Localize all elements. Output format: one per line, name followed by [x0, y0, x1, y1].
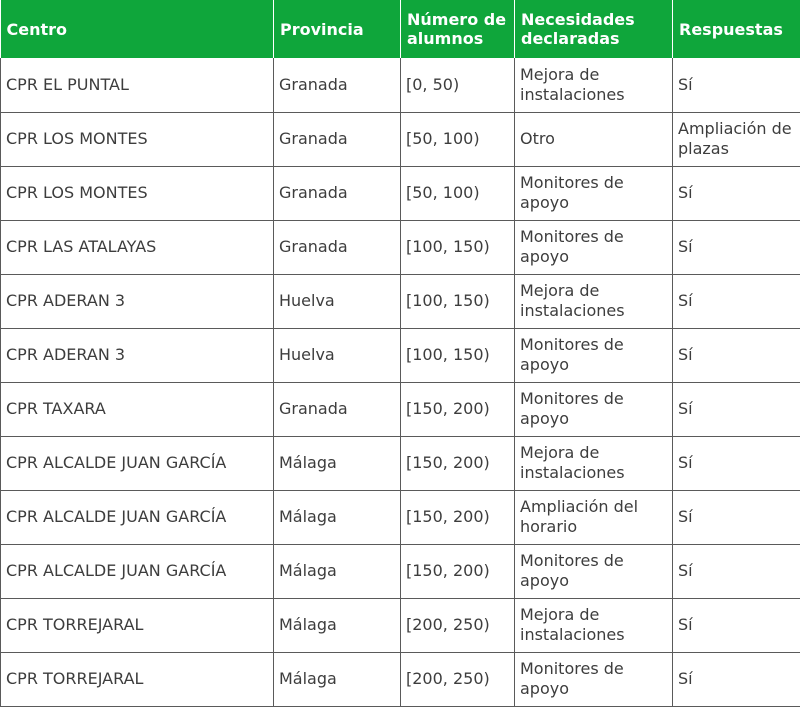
table-row: [1, 382, 800, 436]
provincia-cell: Málaga: [274, 598, 401, 652]
centro-cell: CPR LAS ATALAYAS: [1, 220, 274, 274]
necesidades-cell: Monitores de apoyo: [515, 652, 673, 706]
provincia-cell: Granada: [274, 382, 401, 436]
respuestas-cell: Sí: [673, 58, 800, 112]
necesidades-cell: Monitores de apoyo: [515, 166, 673, 220]
table-body: [1, 58, 800, 706]
table-row: [1, 436, 800, 490]
alumnos-cell: [150, 200): [401, 382, 515, 436]
necesidades-cell: Mejora de instalaciones: [515, 436, 673, 490]
necesidades-cell: Mejora de instalaciones: [515, 598, 673, 652]
necesidades-cell: Ampliación del horario: [515, 490, 673, 544]
alumnos-cell: [0, 50): [401, 58, 515, 112]
centro-cell: CPR TORREJARAL: [1, 598, 274, 652]
centro-cell: CPR LOS MONTES: [1, 112, 274, 166]
centro-cell: CPR TORREJARAL: [1, 652, 274, 706]
centro-cell: CPR ALCALDE JUAN GARCÍA: [1, 544, 274, 598]
alumnos-cell: [50, 100): [401, 166, 515, 220]
respuestas-cell: Sí: [673, 544, 800, 598]
provincia-cell: Málaga: [274, 652, 401, 706]
centro-cell: CPR EL PUNTAL: [1, 58, 274, 112]
respuestas-cell: Sí: [673, 274, 800, 328]
header-centro: Centro: [1, 0, 274, 58]
table-row: [1, 220, 800, 274]
centro-cell: CPR LOS MONTES: [1, 166, 274, 220]
provincia-cell: Granada: [274, 166, 401, 220]
respuestas-cell: Sí: [673, 382, 800, 436]
necesidades-cell: Monitores de apoyo: [515, 328, 673, 382]
centro-cell: CPR ALCALDE JUAN GARCÍA: [1, 436, 274, 490]
respuestas-cell: Sí: [673, 328, 800, 382]
centro-cell: CPR TAXARA: [1, 382, 274, 436]
table-row: [1, 58, 800, 112]
table-row: [1, 652, 800, 706]
table-header: [1, 0, 800, 58]
necesidades-cell: Monitores de apoyo: [515, 382, 673, 436]
centro-cell: CPR ADERAN 3: [1, 328, 274, 382]
respuestas-cell: Ampliación de plazas: [673, 112, 800, 166]
header-respuestas: Respuestas: [673, 0, 800, 58]
provincia-cell: Málaga: [274, 490, 401, 544]
alumnos-cell: [200, 250): [401, 598, 515, 652]
header-numero-alumnos: Número de alumnos: [401, 0, 515, 58]
provincia-cell: Huelva: [274, 274, 401, 328]
necesidades-cell: Monitores de apoyo: [515, 544, 673, 598]
alumnos-cell: [100, 150): [401, 220, 515, 274]
provincia-cell: Málaga: [274, 436, 401, 490]
header-row: [1, 0, 800, 58]
respuestas-cell: Sí: [673, 598, 800, 652]
necesidades-cell: Mejora de instalaciones: [515, 274, 673, 328]
alumnos-cell: [100, 150): [401, 274, 515, 328]
centro-cell: CPR ALCALDE JUAN GARCÍA: [1, 490, 274, 544]
necesidades-cell: Monitores de apoyo: [515, 220, 673, 274]
respuestas-cell: Sí: [673, 490, 800, 544]
table-row: [1, 166, 800, 220]
respuestas-cell: Sí: [673, 166, 800, 220]
alumnos-cell: [100, 150): [401, 328, 515, 382]
table-row: [1, 490, 800, 544]
provincia-cell: Granada: [274, 58, 401, 112]
respuestas-cell: Sí: [673, 652, 800, 706]
respuestas-cell: Sí: [673, 220, 800, 274]
provincia-cell: Huelva: [274, 328, 401, 382]
table-row: [1, 328, 800, 382]
necesidades-cell: Otro: [515, 112, 673, 166]
table-row: [1, 544, 800, 598]
respuestas-cell: Sí: [673, 436, 800, 490]
table-row: [1, 112, 800, 166]
provincia-cell: Málaga: [274, 544, 401, 598]
alumnos-cell: [50, 100): [401, 112, 515, 166]
provincia-cell: Granada: [274, 220, 401, 274]
header-provincia: Provincia: [274, 0, 401, 58]
table-row: [1, 598, 800, 652]
alumnos-cell: [150, 200): [401, 490, 515, 544]
alumnos-cell: [150, 200): [401, 544, 515, 598]
header-necesidades: Necesidades declaradas: [515, 0, 673, 58]
table-row: [1, 274, 800, 328]
alumnos-cell: [200, 250): [401, 652, 515, 706]
alumnos-cell: [150, 200): [401, 436, 515, 490]
centro-cell: CPR ADERAN 3: [1, 274, 274, 328]
necesidades-cell: Mejora de instalaciones: [515, 58, 673, 112]
provincia-cell: Granada: [274, 112, 401, 166]
